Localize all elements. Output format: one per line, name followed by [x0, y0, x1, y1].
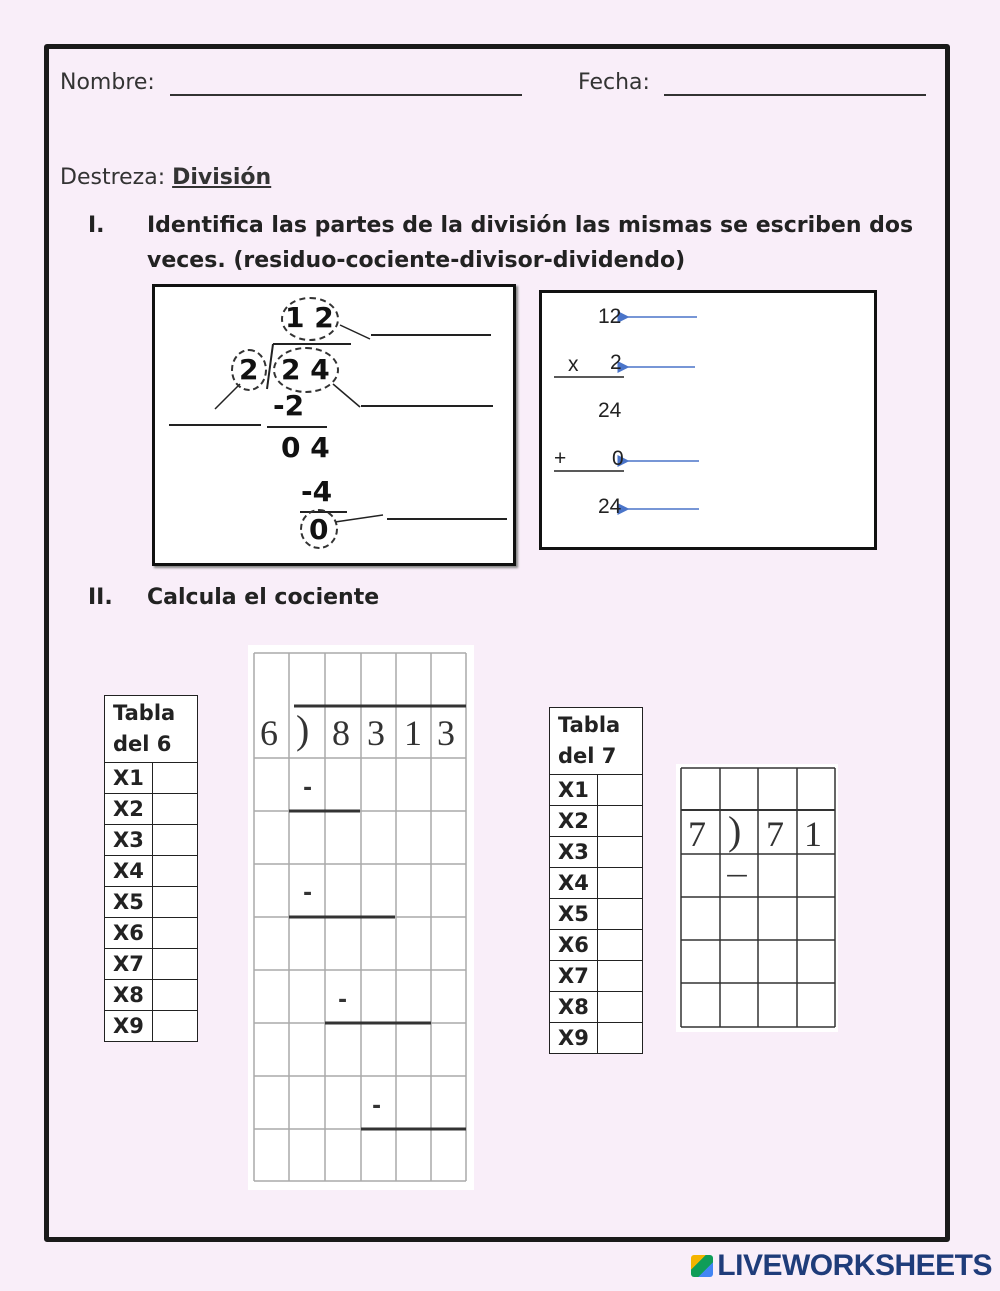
check-mult-sign: x	[568, 353, 579, 376]
table6-answer-cell[interactable]	[152, 763, 197, 794]
section2-instruction: Calcula el cociente	[147, 585, 380, 610]
grid2-minus: —	[726, 863, 748, 888]
section1-instruction	[147, 208, 927, 278]
table6-answer-cell[interactable]	[152, 980, 197, 1011]
table6-answer-cell[interactable]	[152, 918, 197, 949]
table6-answer-cell[interactable]	[152, 887, 197, 918]
grid2-svg	[676, 764, 838, 1032]
check-row-3: 24	[598, 399, 622, 422]
table7-row-label: X1	[550, 775, 598, 806]
table7-header: Tabla del 7	[550, 708, 643, 775]
dividend-answer-line[interactable]	[361, 405, 493, 407]
table7-row-label: X4	[550, 868, 598, 899]
table6-row-label: X7	[105, 949, 153, 980]
multiplication-table-6	[104, 695, 198, 1042]
grid1-minus: -	[303, 776, 313, 801]
long-division-grid-1	[248, 645, 474, 1190]
name-field[interactable]	[170, 94, 522, 96]
table6-answer-cell[interactable]	[152, 949, 197, 980]
remainder-digit: 0	[309, 513, 329, 546]
divisor-digit: 2	[239, 353, 259, 386]
table6-row-label: X6	[105, 918, 153, 949]
table7-row-label: X7	[550, 961, 598, 992]
table6-row-label: X2	[105, 794, 153, 825]
grid1-minus: -	[372, 1094, 382, 1119]
table7-answer-cell[interactable]	[597, 806, 642, 837]
table7-answer-cell[interactable]	[597, 775, 642, 806]
table7-row-label: X5	[550, 899, 598, 930]
check-row-4: 0	[612, 447, 624, 470]
date-label: Fecha:	[578, 70, 650, 95]
table7-row-label: X6	[550, 930, 598, 961]
table7-row-label: X9	[550, 1023, 598, 1054]
brand-icon	[691, 1255, 713, 1277]
table6-row-label: X4	[105, 856, 153, 887]
subtraction-1: -2	[273, 389, 305, 422]
table6-answer-cell[interactable]	[152, 825, 197, 856]
check-row-1: 12	[598, 305, 622, 328]
subtraction-2: -4	[301, 475, 333, 508]
table6-row-label: X9	[105, 1011, 153, 1042]
table7-answer-cell[interactable]	[597, 992, 642, 1023]
skill-line	[60, 165, 271, 190]
date-field[interactable]	[664, 94, 926, 96]
table7-answer-cell[interactable]	[597, 961, 642, 992]
table6-row-label: X5	[105, 887, 153, 918]
grid1-minus: -	[338, 988, 348, 1013]
table6-header: Tabla del 6	[105, 696, 198, 763]
instruction-line-2: veces. (residuo-cociente-divisor-dividendo)	[147, 248, 686, 273]
grid2-bracket: )	[728, 808, 742, 853]
table7-row-label: X3	[550, 837, 598, 868]
grid1-bracket: )	[296, 707, 310, 752]
grid1-divisor: 6	[260, 713, 278, 753]
table6-row-label: X3	[105, 825, 153, 856]
grid1-digit: 1	[404, 713, 422, 753]
quotient-digits: 1 2	[285, 301, 334, 334]
grid1-minus: -	[303, 881, 313, 906]
brand-logo	[691, 1249, 992, 1283]
check-row-5: 24	[598, 495, 622, 518]
table6-answer-cell[interactable]	[152, 794, 197, 825]
table7-answer-cell[interactable]	[597, 837, 642, 868]
divisor-answer-line[interactable]	[169, 424, 261, 426]
instruction-line-1: Identifica las partes de la división las mismas se escriben dos	[147, 213, 914, 238]
table6-answer-cell[interactable]	[152, 1011, 197, 1042]
skill-label: Destreza:	[60, 165, 166, 190]
skill-value: División	[172, 165, 272, 190]
grid1-digit: 8	[332, 713, 350, 753]
table7-row-label: X8	[550, 992, 598, 1023]
dividend-digits: 2 4	[281, 353, 330, 386]
grid1-svg	[248, 645, 474, 1190]
check-row-2: 2	[610, 351, 622, 374]
grid1-digit: 3	[437, 713, 455, 753]
table7-answer-cell[interactable]	[597, 930, 642, 961]
grid1-digit: 3	[367, 713, 385, 753]
quotient-answer-line[interactable]	[371, 334, 491, 336]
table6-answer-cell[interactable]	[152, 856, 197, 887]
verification-lines	[542, 293, 874, 547]
name-label: Nombre:	[60, 70, 155, 95]
table7-answer-cell[interactable]	[597, 868, 642, 899]
division-diagram	[152, 284, 516, 566]
partial-dividend: 0 4	[281, 431, 330, 464]
grid2-digit: 7	[766, 814, 784, 854]
verification-box	[539, 290, 877, 550]
grid2-digit: 1	[804, 814, 822, 854]
table7-answer-cell[interactable]	[597, 1023, 642, 1054]
table6-row-label: X1	[105, 763, 153, 794]
table7-answer-cell[interactable]	[597, 899, 642, 930]
section1-number: I.	[88, 213, 105, 238]
section2-number: II.	[88, 585, 113, 610]
check-plus-sign: +	[554, 447, 567, 470]
brand-text: LIVEWORKSHEETS	[717, 1249, 992, 1282]
long-division-grid-2	[676, 764, 838, 1032]
grid2-divisor: 7	[688, 814, 706, 854]
table6-row-label: X8	[105, 980, 153, 1011]
table7-row-label: X2	[550, 806, 598, 837]
multiplication-table-7	[549, 707, 643, 1054]
remainder-answer-line[interactable]	[387, 518, 507, 520]
